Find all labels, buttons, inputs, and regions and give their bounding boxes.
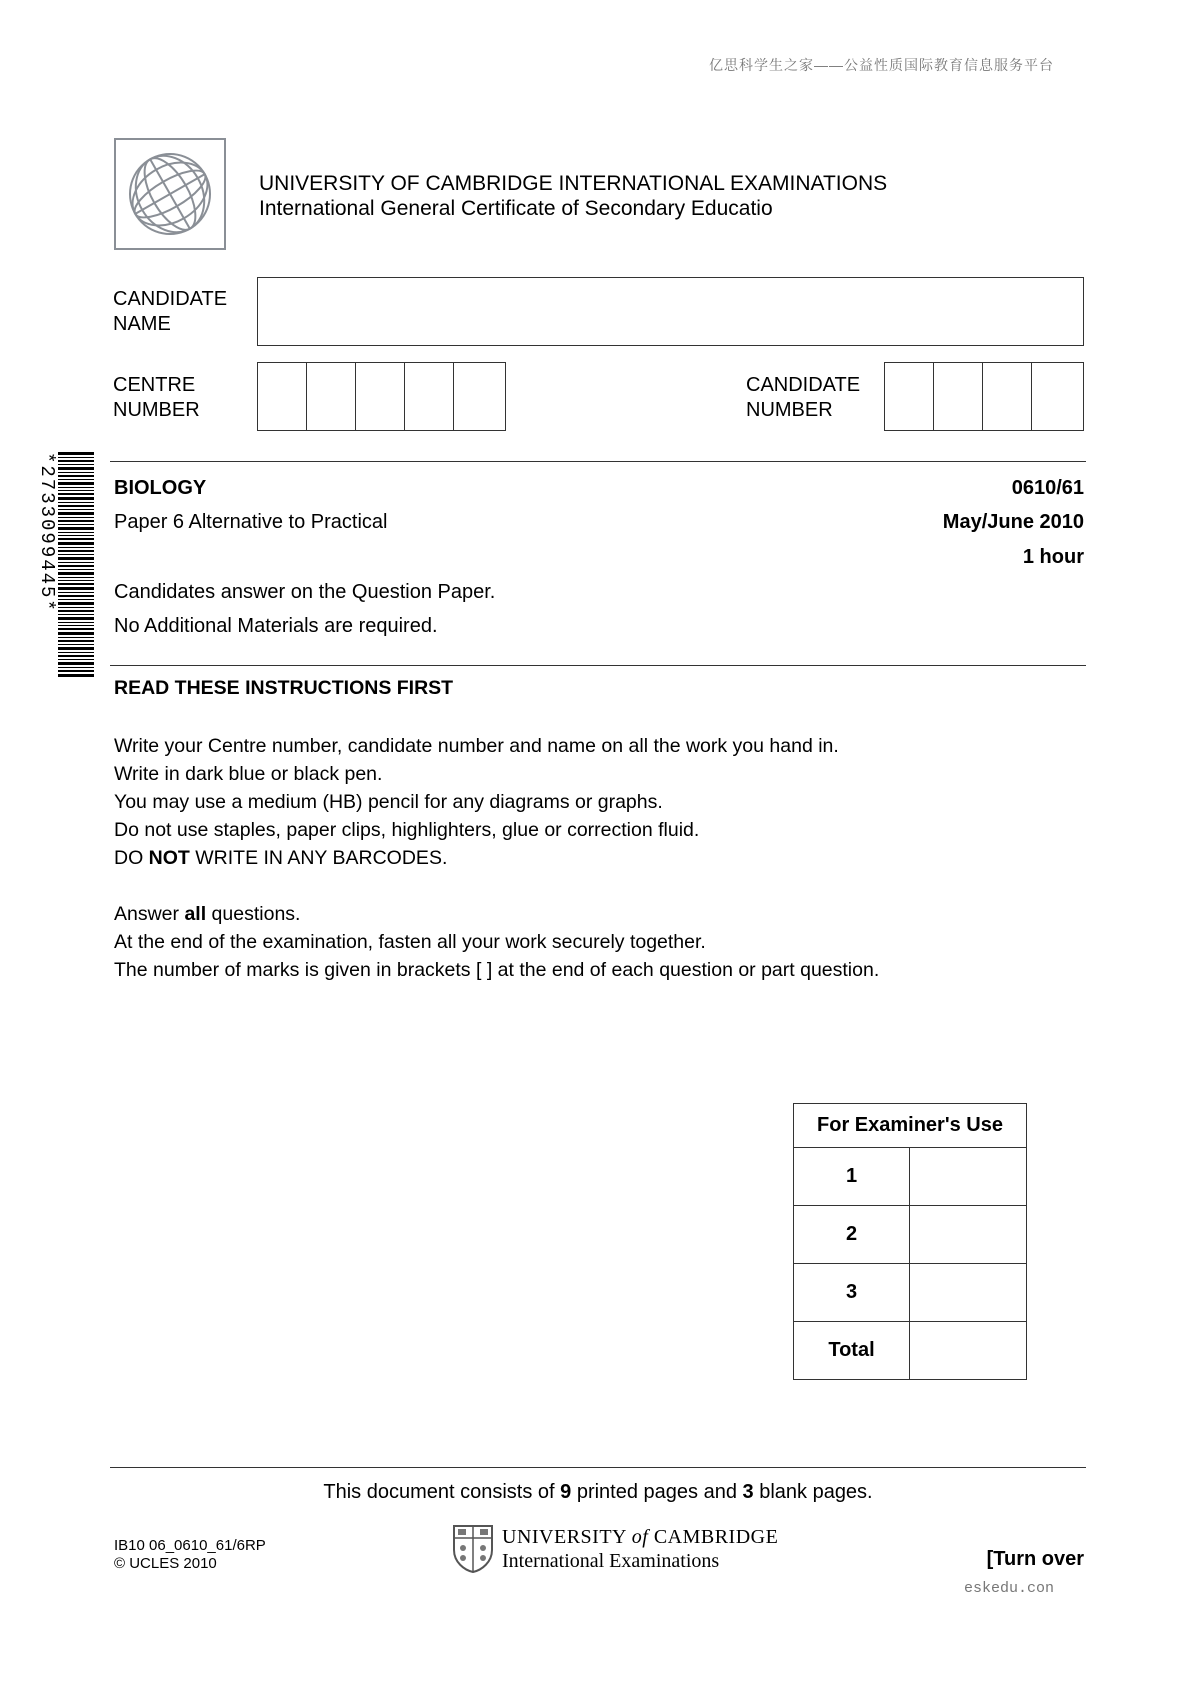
footer-reference	[114, 1537, 266, 1573]
subject: BIOLOGY	[114, 477, 207, 499]
divider	[110, 1467, 1086, 1468]
turn-over-label: [Turn over	[986, 1548, 1084, 1570]
paper-code: 0610/61	[1011, 477, 1084, 499]
candidate-number-field[interactable]	[884, 362, 1084, 431]
barcode-text: *2733099445*	[36, 452, 58, 613]
centre-number-field[interactable]	[257, 362, 506, 431]
instruction-line: Answer all questions.	[114, 903, 301, 925]
cambridge-wordmark: UNIVERSITY of CAMBRIDGE	[502, 1526, 779, 1548]
cambridge-crest-icon	[452, 1524, 494, 1579]
page-count-note: This document consists of 9 printed pages and 3 blank pages.	[323, 1481, 873, 1503]
divider	[110, 665, 1086, 666]
instruction-line: Write your Centre number, candidate number and name on all the work you hand in.	[114, 735, 839, 757]
centre-number-label: CENTRE NUMBER	[113, 374, 200, 421]
globe-logo	[114, 138, 226, 250]
answer-note: Candidates answer on the Question Paper.	[114, 581, 496, 603]
examiner-table-header: For Examiner's Use	[794, 1104, 1027, 1148]
examiner-mark-cell[interactable]	[910, 1148, 1027, 1206]
examiner-row-label: 2	[794, 1206, 910, 1264]
instruction-line: DO NOT WRITE IN ANY BARCODES.	[114, 847, 448, 869]
instruction-line: At the end of the examination, fasten all your work securely together.	[114, 931, 706, 953]
examiner-mark-cell[interactable]	[910, 1264, 1027, 1322]
instruction-line: The number of marks is given in brackets [ ] at the end of each question or part question.	[114, 959, 880, 981]
copyright: © UCLES 2010	[114, 1555, 217, 1572]
certificate-title: International General Certificate of Secondary Educatio	[259, 197, 773, 220]
examiner-mark-cell[interactable]	[910, 1322, 1027, 1380]
exam-session: May/June 2010	[942, 511, 1084, 533]
site-watermark: eskedu.con	[963, 1580, 1054, 1597]
exam-duration: 1 hour	[1022, 546, 1084, 568]
university-title: UNIVERSITY OF CAMBRIDGE INTERNATIONAL EXAMINATIONS	[259, 172, 888, 195]
examiner-row-label: 3	[794, 1264, 910, 1322]
instruction-line: You may use a medium (HB) pencil for any diagrams or graphs.	[114, 791, 663, 813]
document-ref: IB10 06_0610_61/6RP	[114, 1537, 266, 1554]
instructions-heading: READ THESE INSTRUCTIONS FIRST	[114, 677, 454, 699]
instructions-block-1	[114, 732, 839, 872]
examiner-use-table	[793, 1103, 1027, 1380]
instructions-block-2	[114, 900, 879, 984]
candidate-number-label: CANDIDATE NUMBER	[746, 374, 861, 421]
candidate-name-label: CANDIDATE NAME	[113, 288, 228, 335]
globe-icon	[116, 140, 224, 248]
divider	[110, 461, 1086, 462]
watermark-text: 亿思科学生之家——公益性质国际教育信息服务平台	[709, 57, 1054, 73]
examiner-row-label: Total	[794, 1322, 910, 1380]
candidate-name-field[interactable]	[257, 277, 1084, 346]
cambridge-subtitle: International Examinations	[502, 1550, 720, 1572]
examiner-mark-cell[interactable]	[910, 1206, 1027, 1264]
materials-note: No Additional Materials are required.	[114, 615, 438, 637]
instruction-line: Write in dark blue or black pen.	[114, 763, 383, 785]
instruction-line: Do not use staples, paper clips, highlighters, glue or correction fluid.	[114, 819, 700, 841]
barcode-bars	[58, 452, 94, 678]
examiner-row-label: 1	[794, 1148, 910, 1206]
paper-title: Paper 6 Alternative to Practical	[114, 511, 388, 533]
